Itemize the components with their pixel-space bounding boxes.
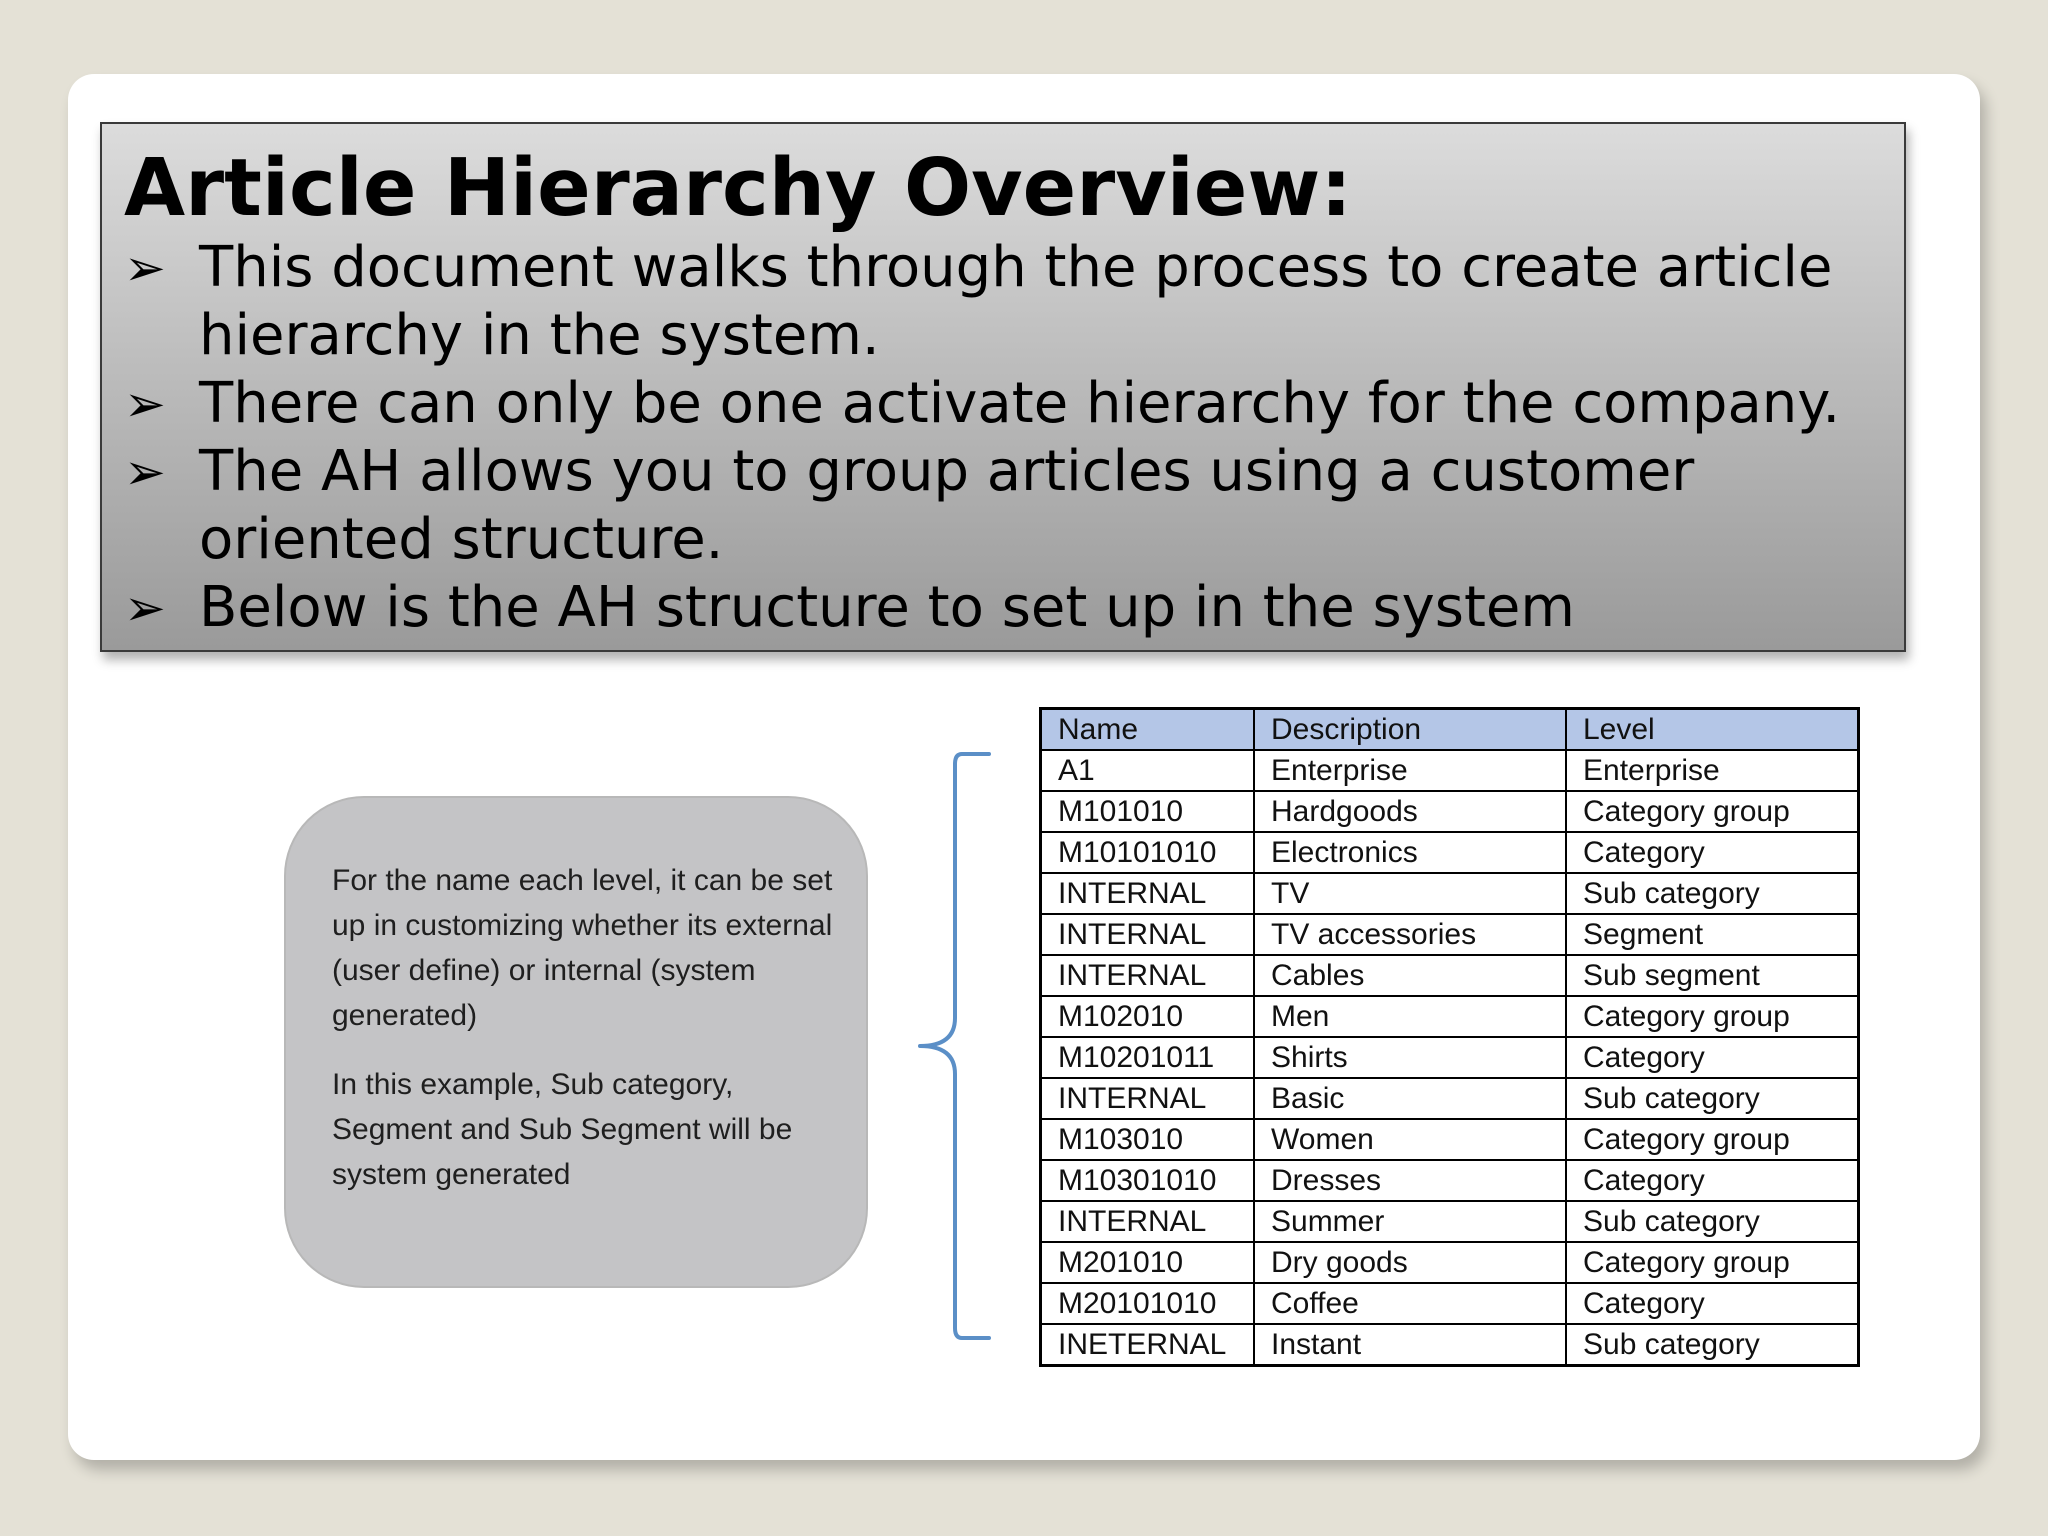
cell-name: M10301010 <box>1041 1160 1255 1201</box>
cell-level: Sub segment <box>1566 955 1859 996</box>
cell-name: INTERNAL <box>1041 873 1255 914</box>
cell-level: Category group <box>1566 996 1859 1037</box>
arrowhead-bullet-icon: ➢ <box>124 239 166 297</box>
cell-level: Segment <box>1566 914 1859 955</box>
cell-name: INETERNAL <box>1041 1324 1255 1366</box>
cell-description: Shirts <box>1254 1037 1566 1078</box>
cell-description: Dry goods <box>1254 1242 1566 1283</box>
naming-note-callout <box>284 796 868 1288</box>
arrowhead-bullet-icon: ➢ <box>124 443 166 501</box>
cell-description: Instant <box>1254 1324 1566 1366</box>
column-header-level: Level <box>1566 709 1859 751</box>
bullet-text: Below is the AH structure to set up in the system <box>199 575 1575 640</box>
cell-name: M103010 <box>1041 1119 1255 1160</box>
cell-level: Category group <box>1566 1242 1859 1283</box>
table-row <box>1041 1201 1859 1242</box>
table-row <box>1041 1283 1859 1324</box>
cell-level: Category <box>1566 832 1859 873</box>
table-row <box>1041 914 1859 955</box>
bullet-item <box>124 438 1884 574</box>
cell-description: Electronics <box>1254 832 1566 873</box>
bullet-text: This document walks through the process to create article hierarchy in the system. <box>199 235 1833 368</box>
table-row <box>1041 791 1859 832</box>
table-row <box>1041 832 1859 873</box>
table-header-row <box>1041 709 1859 751</box>
bullet-item <box>124 370 1884 438</box>
cell-level: Enterprise <box>1566 750 1859 791</box>
cell-description: TV <box>1254 873 1566 914</box>
cell-description: Enterprise <box>1254 750 1566 791</box>
cell-description: Men <box>1254 996 1566 1037</box>
cell-level: Category <box>1566 1160 1859 1201</box>
overview-bullet-list <box>124 234 1884 642</box>
note-paragraph: In this example, Sub category, Segment and Sub Segment will be system generated <box>332 1068 793 1191</box>
article-hierarchy-table <box>1039 707 1860 1367</box>
cell-name: M102010 <box>1041 996 1255 1037</box>
cell-description: Summer <box>1254 1201 1566 1242</box>
cell-level: Sub category <box>1566 873 1859 914</box>
page-title: Article Hierarchy Overview: <box>124 142 1352 234</box>
column-header-description: Description <box>1254 709 1566 751</box>
bullet-item <box>124 574 1884 642</box>
table-row <box>1041 750 1859 791</box>
curly-brace-connector <box>912 748 992 1344</box>
cell-level: Category group <box>1566 1119 1859 1160</box>
cell-name: INTERNAL <box>1041 955 1255 996</box>
cell-level: Sub category <box>1566 1324 1859 1366</box>
cell-description: Dresses <box>1254 1160 1566 1201</box>
bullet-text: The AH allows you to group articles using a customer oriented structure. <box>199 439 1695 572</box>
cell-description: Women <box>1254 1119 1566 1160</box>
arrowhead-bullet-icon: ➢ <box>124 579 166 637</box>
cell-name: M10101010 <box>1041 832 1255 873</box>
cell-name: INTERNAL <box>1041 1201 1255 1242</box>
overview-header-box <box>100 122 1906 652</box>
cell-name: M101010 <box>1041 791 1255 832</box>
cell-description: Basic <box>1254 1078 1566 1119</box>
cell-description: Hardgoods <box>1254 791 1566 832</box>
cell-name: M201010 <box>1041 1242 1255 1283</box>
cell-level: Category <box>1566 1283 1859 1324</box>
table-row <box>1041 955 1859 996</box>
cell-level: Sub category <box>1566 1201 1859 1242</box>
column-header-name: Name <box>1041 709 1255 751</box>
cell-description: Coffee <box>1254 1283 1566 1324</box>
cell-level: Category group <box>1566 791 1859 832</box>
note-paragraph: For the name each level, it can be set up in customizing whether its external (user define) or internal (system generated) <box>332 864 833 1032</box>
cell-name: INTERNAL <box>1041 1078 1255 1119</box>
table-row <box>1041 1242 1859 1283</box>
brace-path <box>920 754 989 1338</box>
table-row <box>1041 1119 1859 1160</box>
cell-description: Cables <box>1254 955 1566 996</box>
table-row <box>1041 1037 1859 1078</box>
cell-level: Category <box>1566 1037 1859 1078</box>
bullet-text: There can only be one activate hierarchy for the company. <box>199 371 1841 436</box>
cell-description: TV accessories <box>1254 914 1566 955</box>
cell-name: INTERNAL <box>1041 914 1255 955</box>
table-row <box>1041 1078 1859 1119</box>
table-row <box>1041 1324 1859 1366</box>
table-row <box>1041 1160 1859 1201</box>
cell-name: M10201011 <box>1041 1037 1255 1078</box>
arrowhead-bullet-icon: ➢ <box>124 375 166 433</box>
cell-level: Sub category <box>1566 1078 1859 1119</box>
table-row <box>1041 873 1859 914</box>
cell-name: A1 <box>1041 750 1255 791</box>
cell-name: M20101010 <box>1041 1283 1255 1324</box>
bullet-item <box>124 234 1884 370</box>
table-row <box>1041 996 1859 1037</box>
